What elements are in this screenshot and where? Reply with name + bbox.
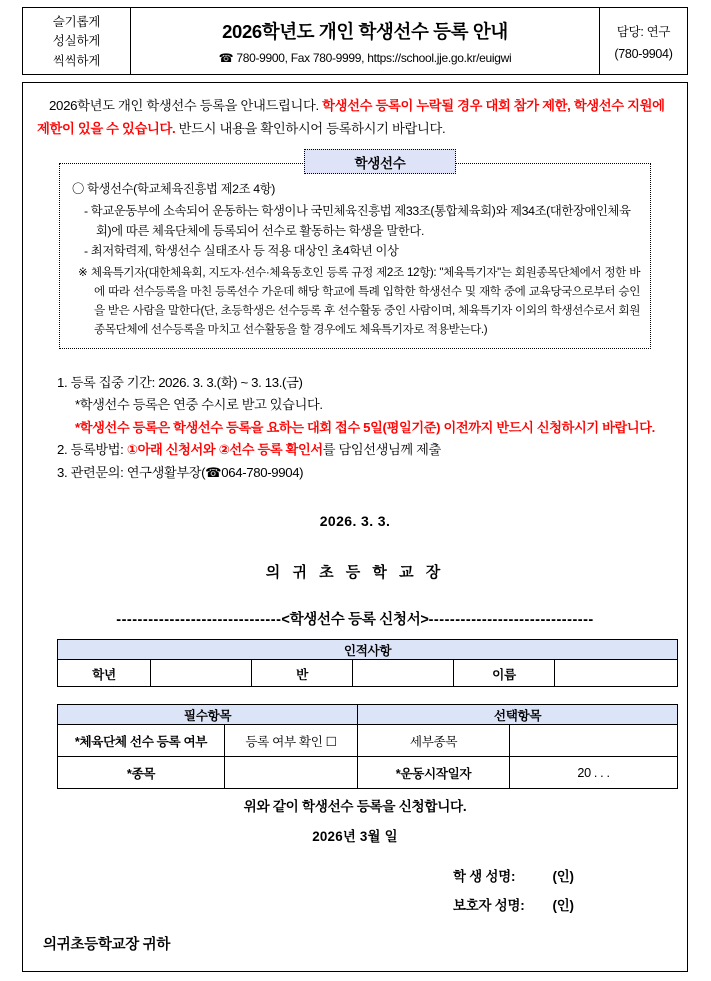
form-title: <학생선수 등록 신청서>: [281, 612, 429, 628]
input-start-date[interactable]: 20 . . .: [510, 757, 678, 789]
cut-line-form-title: [23, 608, 687, 629]
label-event: *종목: [58, 757, 225, 789]
guardian-signature-label: 보호자 성명:: [453, 898, 525, 913]
instructions-list: [57, 372, 677, 484]
label-grade: 학년: [58, 660, 151, 687]
definition-box: [59, 155, 651, 349]
checkbox-registration-confirm[interactable]: 등록 여부 확인 ☐: [225, 725, 358, 757]
letterhead: [22, 7, 688, 75]
definition-dash-2: - 최저학력제, 학생선수 실태조사 등 적용 대상인 초4학년 이상: [84, 244, 399, 259]
intro-paragraph: [37, 94, 671, 141]
motto-line-1: 슬기롭게: [52, 15, 101, 30]
application-statement: 위와 같이 학생선수 등록을 신청합니다.: [243, 799, 467, 814]
table-row: [58, 705, 678, 725]
table-row: [58, 757, 678, 789]
motto-line-2: 성실하게: [52, 34, 101, 49]
principal-title: 의 귀 초 등 학 교 장: [265, 564, 445, 581]
document-body: [22, 82, 688, 972]
input-class[interactable]: [353, 660, 454, 687]
personal-info-table: [57, 639, 678, 687]
letterhead-center: [131, 8, 599, 74]
charge-label: 담당: 연구: [616, 24, 671, 39]
addressee-line: 의귀초등학교장 귀하: [43, 937, 171, 953]
cut-dashes-right: -------------------------------: [428, 612, 594, 628]
charge-phone: (780-9904): [614, 46, 673, 61]
label-class: 반: [252, 660, 353, 687]
definition-box-label: 학생선수: [304, 149, 456, 174]
intro-text-part1: 2026학년도 개인 학생선수 등록을 안내드립니다.: [49, 98, 323, 113]
application-date: 2026년 3월 일: [312, 829, 398, 844]
school-motto: [23, 8, 131, 74]
input-detailed-event[interactable]: [510, 725, 678, 757]
table-row: [58, 660, 678, 687]
guardian-signature-row: [453, 895, 653, 914]
input-event[interactable]: [225, 757, 358, 789]
list-item-2-suffix: 를 담임선생님께 제출: [322, 442, 441, 458]
guardian-seal-mark[interactable]: (인): [552, 898, 574, 913]
student-signature-label: 학 생 성명:: [453, 869, 516, 884]
intro-text-part2: 반드시 내용을 확인하시어 등록하시기 바랍니다.: [175, 121, 446, 137]
input-name[interactable]: [555, 660, 678, 687]
label-name: 이름: [454, 660, 555, 687]
input-grade[interactable]: [151, 660, 252, 687]
table-row: [58, 640, 678, 660]
list-item-1-sub-1: *학생선수 등록은 연중 수시로 받고 있습니다.: [75, 397, 323, 413]
signature-area: [453, 866, 653, 924]
label-detailed-event: 세부종목: [358, 725, 510, 757]
list-item-2-prefix: 2. 등록방법:: [57, 442, 127, 458]
table-row: [58, 725, 678, 757]
list-item-2-highlight: ①아래 신청서와 ②선수 등록 확인서: [126, 442, 323, 458]
student-seal-mark[interactable]: (인): [552, 869, 574, 884]
items-header-optional: 선택항목: [358, 705, 678, 725]
charge-person-block: [599, 8, 687, 74]
student-signature-row: [453, 866, 653, 885]
document-title: 2026학년도 개인 학생선수 등록 안내: [222, 20, 508, 42]
definition-heading: 〇 학생선수(학교체육진흥법 제2조 4항): [72, 182, 276, 196]
list-item-2: [57, 439, 677, 460]
items-table: [57, 704, 678, 789]
definition-note: ※ 체육특기자(대한체육회, 지도자·선수·체육동호인 등록 규정 제2조 12항): "체육특기자"는 회원종목단체에서 정한 바에 따라 선수등록을 마친 등록선수 가운데 해당 학교에 특례 입학한 학생선수 및 재학 중에 교육당국으로부터 승인을 받은 사람을 말한다(단, 초등학생은 선수등록 후 선수활동 중인 사람이며, 체육특기자 이외의 학생선수로서 회원종목단체에 선수등록을 마치고 선수활동을 할 경우에도 체육특기자로 적용받는다.): [78, 266, 640, 336]
intro-warning-text: 학생선수 등록이 누락될 경우 대회 참가 제한, 학생선수 지원에 제한이 있을 수 있습니다.: [37, 98, 665, 137]
items-header-required: 필수항목: [58, 705, 358, 725]
label-sports-org-registration: *체육단체 선수 등록 여부: [58, 725, 225, 757]
list-item-1-sub-2: *학생선수 등록은 학생선수 등록을 요하는 대회 접수 5일(평일기준) 이전까지 반드시 신청하시기 바랍니다.: [75, 419, 655, 435]
list-item-3: 3. 관련문의: 연구생활부장(☎064-780-9904): [57, 464, 304, 480]
personal-table-header: 인적사항: [58, 640, 678, 660]
issue-date: 2026. 3. 3.: [319, 513, 391, 529]
cut-dashes-left: -------------------------------: [116, 612, 282, 628]
school-contact-info: ☎ 780-9900, Fax 780-9999, https://school.jje.go.kr/euigwi: [218, 50, 512, 65]
definition-dash-1: - 학교운동부에 소속되어 운동하는 학생이나 국민체육진흥법 제33조(통합체육회)와 제34조(대한장애인체육회)에 따른 체육단체에 등록되어 선수로 활동하는 학생을 말한다.: [84, 203, 631, 238]
motto-line-3: 씩씩하게: [52, 53, 101, 68]
list-item-1: 1. 등록 집중 기간: 2026. 3. 3.(화) ~ 3. 13.(금): [57, 375, 303, 390]
label-start-date: *운동시작일자: [358, 757, 510, 789]
